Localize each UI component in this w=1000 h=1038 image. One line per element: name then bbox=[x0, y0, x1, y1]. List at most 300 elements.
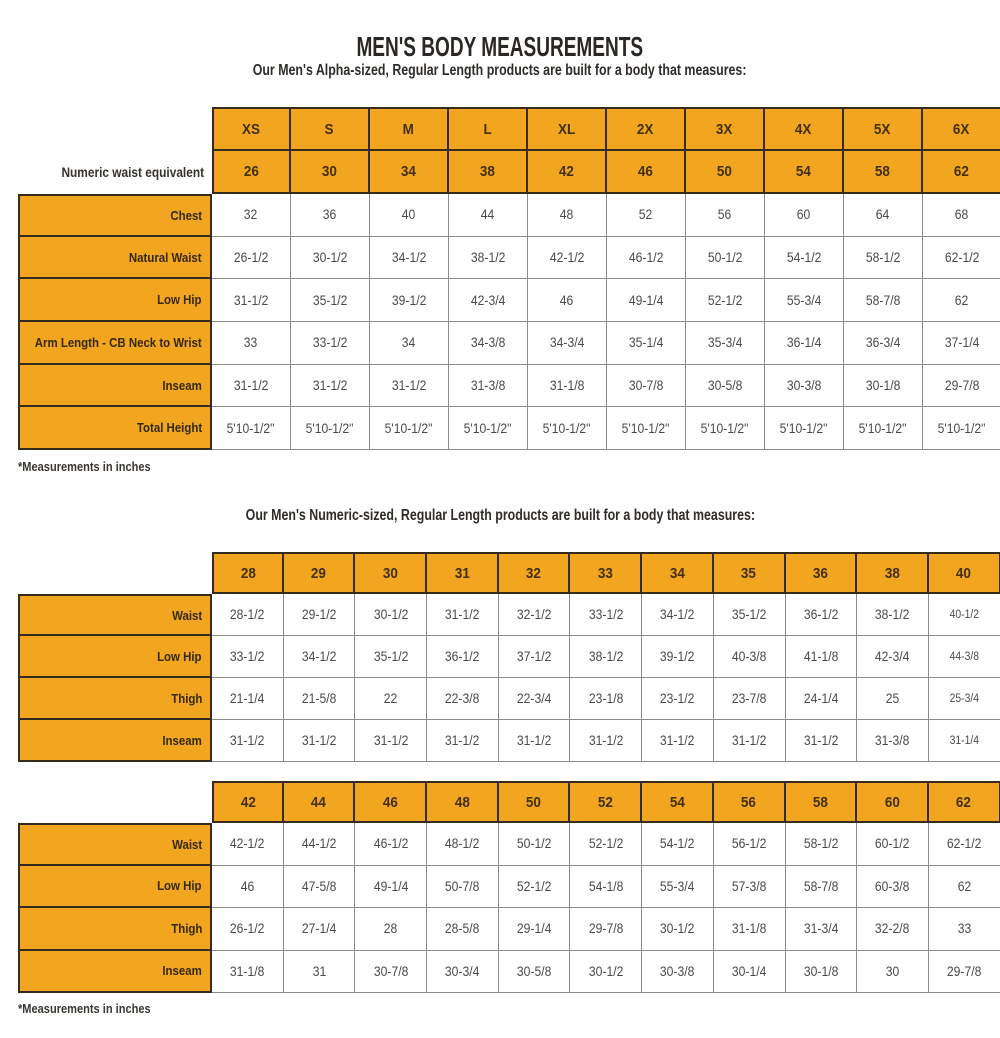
value-cell bbox=[355, 908, 427, 951]
value-cell bbox=[857, 720, 929, 762]
value-cell-text: 33-1/2 bbox=[312, 335, 348, 351]
size-header-cell bbox=[714, 552, 786, 594]
value-cell-text: 33 bbox=[957, 921, 971, 937]
size-header-cell-text: 34 bbox=[669, 564, 685, 582]
numeric-section-subtitle bbox=[0, 507, 1000, 525]
value-cell-text: 30-5/8 bbox=[516, 963, 552, 979]
row-label bbox=[18, 194, 212, 237]
value-cell-text: 5'10-1/2" bbox=[306, 420, 354, 436]
value-cell-text: 38-1/2 bbox=[588, 649, 624, 664]
corner-label bbox=[18, 151, 212, 194]
size-header-cell-text: 46 bbox=[382, 793, 398, 811]
value-cell bbox=[857, 823, 929, 866]
value-cell-text: 33-1/2 bbox=[230, 649, 265, 664]
value-cell bbox=[844, 194, 923, 237]
row-label bbox=[18, 951, 212, 994]
row-label bbox=[18, 866, 212, 909]
size-header-cell-text: 52 bbox=[597, 793, 613, 811]
value-cell bbox=[427, 594, 499, 636]
value-cell-text: 29-1/4 bbox=[516, 921, 552, 937]
numeric-size-table-1 bbox=[18, 552, 1000, 762]
size-header-cell-text: 5X bbox=[874, 120, 891, 138]
value-cell bbox=[499, 951, 571, 994]
size-header-cell bbox=[570, 781, 642, 823]
value-cell-text: 30-5/8 bbox=[707, 378, 743, 394]
value-cell-text: 60 bbox=[797, 207, 811, 223]
value-cell bbox=[291, 194, 370, 237]
value-cell bbox=[427, 908, 499, 951]
value-cell bbox=[923, 322, 1000, 365]
size-header-cell-text: XL bbox=[557, 120, 576, 138]
row-label bbox=[18, 407, 212, 450]
value-cell bbox=[284, 951, 356, 994]
size-header-cell-text: 4X bbox=[795, 120, 812, 138]
value-cell bbox=[427, 720, 499, 762]
value-cell-text: 31-1/2 bbox=[516, 733, 552, 748]
measurements-footnote-top-text: *Measurements in inches bbox=[18, 459, 151, 474]
value-cell-text: 30-7/8 bbox=[373, 963, 408, 979]
value-cell-text: 29-7/8 bbox=[944, 378, 980, 394]
value-cell bbox=[449, 237, 528, 280]
size-header-cell bbox=[528, 107, 607, 151]
value-cell bbox=[370, 194, 449, 237]
size-header-cell bbox=[427, 552, 499, 594]
value-cell-text: 46 bbox=[560, 292, 574, 308]
value-cell-text: 5'10-1/2" bbox=[701, 420, 749, 436]
value-cell-text: 24-1/4 bbox=[803, 691, 839, 706]
value-cell bbox=[642, 636, 714, 678]
size-header-cell bbox=[212, 552, 284, 594]
value-cell bbox=[786, 823, 858, 866]
value-cell bbox=[355, 823, 427, 866]
value-cell bbox=[686, 237, 765, 280]
page-title bbox=[0, 31, 1000, 63]
value-cell-text: 28-5/8 bbox=[445, 921, 480, 937]
value-cell bbox=[642, 823, 714, 866]
size-header-cell bbox=[355, 781, 427, 823]
value-cell bbox=[923, 365, 1000, 408]
value-cell bbox=[284, 678, 356, 720]
value-cell bbox=[765, 237, 844, 280]
value-cell bbox=[291, 407, 370, 450]
row-label bbox=[18, 823, 212, 866]
alpha-size-table bbox=[18, 107, 1000, 450]
value-cell bbox=[786, 594, 858, 636]
size-header-cell bbox=[284, 552, 356, 594]
size-header-cell-text: 50 bbox=[526, 793, 542, 811]
value-cell bbox=[449, 279, 528, 322]
value-cell-text: 37-1/4 bbox=[944, 335, 980, 351]
value-cell bbox=[212, 407, 291, 450]
value-cell-text: 30-1/4 bbox=[731, 963, 767, 979]
value-cell-text: 30-1/8 bbox=[803, 963, 839, 979]
value-cell bbox=[929, 951, 1000, 994]
value-cell-text: 60-1/2 bbox=[875, 836, 910, 852]
value-cell bbox=[642, 594, 714, 636]
value-cell bbox=[857, 866, 929, 909]
value-cell bbox=[929, 636, 1000, 678]
row-label bbox=[18, 279, 212, 322]
value-cell-text: 23-1/2 bbox=[660, 691, 695, 706]
value-cell-text: 5'10-1/2" bbox=[543, 420, 591, 436]
value-cell bbox=[844, 322, 923, 365]
value-cell-text: 44-3/8 bbox=[949, 650, 979, 663]
value-cell bbox=[642, 720, 714, 762]
value-cell bbox=[355, 720, 427, 762]
size-header-cell bbox=[642, 552, 714, 594]
waist-equivalent-cell-text: 42 bbox=[558, 163, 575, 180]
value-cell bbox=[427, 636, 499, 678]
value-cell-text: 44-1/2 bbox=[301, 836, 337, 852]
size-header-cell bbox=[642, 781, 714, 823]
value-cell-text: 42-1/2 bbox=[549, 250, 585, 266]
value-cell-text: 31-1/2 bbox=[803, 733, 839, 748]
value-cell bbox=[929, 594, 1000, 636]
page-title-text: MEN'S BODY MEASUREMENTS bbox=[356, 31, 644, 62]
value-cell bbox=[786, 866, 858, 909]
value-cell-text: 35-1/2 bbox=[373, 649, 408, 664]
value-cell-text: 5'10-1/2" bbox=[464, 420, 512, 436]
value-cell bbox=[786, 951, 858, 994]
value-cell bbox=[786, 678, 858, 720]
value-cell bbox=[714, 594, 786, 636]
size-header-cell-text: 40 bbox=[956, 564, 972, 582]
value-cell-text: 58-1/2 bbox=[865, 250, 901, 266]
value-cell bbox=[528, 322, 607, 365]
row-label-text: Inseam bbox=[162, 732, 202, 748]
row-label-text: Waist bbox=[171, 607, 202, 623]
value-cell-text: 30-1/2 bbox=[312, 250, 348, 266]
value-cell bbox=[355, 951, 427, 994]
value-cell bbox=[607, 322, 686, 365]
value-cell-text: 58-7/8 bbox=[803, 878, 839, 894]
value-cell bbox=[499, 720, 571, 762]
value-cell bbox=[355, 866, 427, 909]
value-cell bbox=[857, 908, 929, 951]
row-label bbox=[18, 908, 212, 951]
row-label-text: Thigh bbox=[170, 920, 202, 936]
value-cell-text: 49-1/4 bbox=[628, 292, 664, 308]
value-cell bbox=[499, 636, 571, 678]
value-cell-text: 33-1/2 bbox=[588, 607, 624, 622]
value-cell bbox=[929, 823, 1000, 866]
corner-empty bbox=[18, 781, 212, 823]
value-cell-text: 5'10-1/2" bbox=[622, 420, 670, 436]
waist-equivalent-cell-text: 46 bbox=[637, 163, 654, 180]
size-header-cell bbox=[570, 552, 642, 594]
value-cell-text: 25-3/4 bbox=[949, 692, 979, 705]
value-cell-text: 31-1/2 bbox=[445, 607, 480, 622]
value-cell-text: 22-3/4 bbox=[516, 691, 552, 706]
value-cell-text: 31-1/2 bbox=[391, 378, 427, 394]
value-cell bbox=[528, 279, 607, 322]
value-cell bbox=[427, 951, 499, 994]
value-cell bbox=[212, 951, 284, 994]
value-cell bbox=[499, 678, 571, 720]
size-header-cell-text: 56 bbox=[741, 793, 757, 811]
value-cell-text: 46-1/2 bbox=[373, 836, 408, 852]
value-cell bbox=[427, 678, 499, 720]
value-cell-text: 49-1/4 bbox=[373, 878, 408, 894]
value-cell-text: 33 bbox=[244, 335, 258, 351]
value-cell-text: 30-7/8 bbox=[628, 378, 664, 394]
value-cell bbox=[212, 678, 284, 720]
value-cell bbox=[642, 951, 714, 994]
value-cell-text: 30-3/8 bbox=[786, 378, 822, 394]
value-cell bbox=[923, 237, 1000, 280]
value-cell-text: 55-3/4 bbox=[660, 878, 695, 894]
value-cell bbox=[686, 279, 765, 322]
value-cell-text: 54-1/2 bbox=[660, 836, 695, 852]
value-cell-text: 32-1/2 bbox=[516, 607, 552, 622]
value-cell-text: 42-3/4 bbox=[470, 292, 506, 308]
waist-equivalent-cell-text: 38 bbox=[479, 163, 496, 180]
value-cell bbox=[449, 322, 528, 365]
size-header-cell bbox=[212, 781, 284, 823]
value-cell bbox=[857, 594, 929, 636]
waist-equivalent-cell bbox=[449, 151, 528, 194]
value-cell-text: 52-1/2 bbox=[516, 878, 552, 894]
value-cell bbox=[607, 279, 686, 322]
size-header-cell-text: 36 bbox=[812, 564, 828, 582]
value-cell-text: 41-1/8 bbox=[803, 649, 839, 664]
value-cell-text: 34 bbox=[402, 335, 416, 351]
value-cell-text: 32 bbox=[244, 207, 258, 223]
value-cell-text: 36-1/2 bbox=[803, 607, 839, 622]
value-cell bbox=[284, 908, 356, 951]
value-cell bbox=[355, 636, 427, 678]
value-cell bbox=[291, 365, 370, 408]
size-header-cell bbox=[212, 107, 291, 151]
value-cell bbox=[499, 866, 571, 909]
value-cell-text: 42-3/4 bbox=[875, 649, 910, 664]
size-header-cell bbox=[449, 107, 528, 151]
size-header-cell-text: 42 bbox=[240, 793, 256, 811]
value-cell bbox=[714, 678, 786, 720]
size-header-cell bbox=[607, 107, 686, 151]
value-cell bbox=[212, 594, 284, 636]
value-cell bbox=[844, 237, 923, 280]
value-cell bbox=[212, 866, 284, 909]
value-cell bbox=[714, 866, 786, 909]
waist-equivalent-cell-text: 58 bbox=[874, 163, 891, 180]
value-cell bbox=[844, 407, 923, 450]
row-label-text: Chest bbox=[170, 207, 202, 223]
value-cell bbox=[370, 237, 449, 280]
size-header-cell bbox=[291, 107, 370, 151]
value-cell-text: 56 bbox=[718, 207, 732, 223]
value-cell-text: 34-3/8 bbox=[470, 335, 506, 351]
size-header-cell bbox=[929, 552, 1000, 594]
value-cell-text: 5'10-1/2" bbox=[385, 420, 433, 436]
value-cell bbox=[355, 678, 427, 720]
value-cell bbox=[607, 237, 686, 280]
value-cell bbox=[714, 951, 786, 994]
value-cell bbox=[714, 636, 786, 678]
row-label-text: Inseam bbox=[162, 377, 202, 393]
waist-equivalent-cell-text: 50 bbox=[716, 163, 733, 180]
value-cell bbox=[284, 823, 356, 866]
value-cell-text: 23-7/8 bbox=[731, 691, 767, 706]
value-cell-text: 26-1/2 bbox=[230, 921, 265, 937]
waist-equivalent-cell bbox=[765, 151, 844, 194]
value-cell bbox=[528, 194, 607, 237]
size-header-cell bbox=[786, 781, 858, 823]
value-cell bbox=[212, 823, 284, 866]
value-cell bbox=[212, 636, 284, 678]
value-cell-text: 31-3/8 bbox=[470, 378, 506, 394]
value-cell-text: 30-3/4 bbox=[445, 963, 480, 979]
value-cell-text: 27-1/4 bbox=[301, 921, 337, 937]
value-cell bbox=[714, 908, 786, 951]
value-cell bbox=[212, 237, 291, 280]
corner-label-text: Numeric waist equivalent bbox=[61, 165, 204, 180]
value-cell-text: 31-1/2 bbox=[233, 292, 269, 308]
size-header-cell bbox=[929, 781, 1000, 823]
value-cell-text: 35-3/4 bbox=[707, 335, 743, 351]
value-cell-text: 31-1/2 bbox=[660, 733, 695, 748]
size-header-cell bbox=[857, 781, 929, 823]
size-header-cell-text: 32 bbox=[526, 564, 542, 582]
value-cell bbox=[212, 908, 284, 951]
value-cell bbox=[570, 636, 642, 678]
size-header-cell bbox=[765, 107, 844, 151]
size-header-cell bbox=[686, 107, 765, 151]
value-cell-text: 35-1/4 bbox=[628, 335, 664, 351]
value-cell bbox=[786, 908, 858, 951]
value-cell-text: 30-1/2 bbox=[588, 963, 624, 979]
value-cell-text: 48 bbox=[560, 207, 574, 223]
value-cell-text: 55-3/4 bbox=[786, 292, 822, 308]
value-cell bbox=[642, 678, 714, 720]
value-cell bbox=[765, 365, 844, 408]
value-cell-text: 31-1/2 bbox=[301, 733, 337, 748]
value-cell-text: 36-1/2 bbox=[445, 649, 480, 664]
value-cell-text: 30 bbox=[885, 963, 900, 979]
value-cell-text: 31-1/2 bbox=[373, 733, 408, 748]
value-cell bbox=[786, 636, 858, 678]
value-cell-text: 34-1/2 bbox=[301, 649, 337, 664]
value-cell bbox=[929, 908, 1000, 951]
size-header-cell bbox=[923, 107, 1000, 151]
row-label bbox=[18, 720, 212, 762]
value-cell bbox=[528, 407, 607, 450]
value-cell-text: 29-7/8 bbox=[946, 963, 982, 979]
value-cell-text: 23-1/8 bbox=[588, 691, 624, 706]
value-cell-text: 22-3/8 bbox=[445, 691, 480, 706]
value-cell bbox=[291, 322, 370, 365]
waist-equivalent-cell-text: 62 bbox=[953, 163, 970, 180]
waist-equivalent-cell bbox=[923, 151, 1000, 194]
row-label bbox=[18, 237, 212, 280]
value-cell bbox=[686, 407, 765, 450]
value-cell bbox=[607, 365, 686, 408]
value-cell bbox=[607, 194, 686, 237]
value-cell bbox=[291, 237, 370, 280]
measurements-footnote-bottom-text: *Measurements in inches bbox=[18, 1001, 151, 1016]
value-cell-text: 36 bbox=[323, 207, 337, 223]
value-cell-text: 58-1/2 bbox=[803, 836, 839, 852]
value-cell-text: 5'10-1/2" bbox=[859, 420, 907, 436]
size-header-cell-text: M bbox=[402, 120, 415, 138]
value-cell-text: 46 bbox=[240, 878, 255, 894]
value-cell-text: 60-3/8 bbox=[875, 878, 910, 894]
size-header-cell bbox=[370, 107, 449, 151]
value-cell-text: 34-3/4 bbox=[549, 335, 585, 351]
size-header-cell-text: 58 bbox=[812, 793, 828, 811]
row-label bbox=[18, 678, 212, 720]
row-label bbox=[18, 594, 212, 636]
size-header-cell-text: XS bbox=[242, 120, 261, 138]
size-header-cell bbox=[844, 107, 923, 151]
size-header-cell-text: 30 bbox=[382, 564, 398, 582]
value-cell bbox=[844, 365, 923, 408]
row-label-text: Arm Length - CB Neck to Wrist bbox=[35, 334, 202, 350]
value-cell bbox=[765, 279, 844, 322]
value-cell-text: 39-1/2 bbox=[660, 649, 695, 664]
size-header-cell-text: 48 bbox=[454, 793, 470, 811]
value-cell bbox=[765, 322, 844, 365]
value-cell-text: 36-3/4 bbox=[865, 335, 901, 351]
size-header-cell bbox=[355, 552, 427, 594]
size-header-cell bbox=[786, 552, 858, 594]
row-label-text: Total Height bbox=[136, 420, 202, 436]
value-cell bbox=[499, 594, 571, 636]
value-cell-text: 34-1/2 bbox=[391, 250, 427, 266]
value-cell bbox=[570, 594, 642, 636]
value-cell bbox=[570, 866, 642, 909]
value-cell-text: 5'10-1/2" bbox=[938, 420, 986, 436]
value-cell bbox=[212, 322, 291, 365]
value-cell-text: 31-1/8 bbox=[549, 378, 585, 394]
value-cell bbox=[714, 720, 786, 762]
size-header-cell bbox=[427, 781, 499, 823]
value-cell-text: 64 bbox=[876, 207, 890, 223]
value-cell bbox=[607, 407, 686, 450]
value-cell-text: 52-1/2 bbox=[707, 292, 743, 308]
size-header-cell-text: 28 bbox=[240, 564, 256, 582]
value-cell bbox=[499, 823, 571, 866]
value-cell bbox=[284, 594, 356, 636]
value-cell-text: 47-5/8 bbox=[301, 878, 337, 894]
value-cell-text: 30-1/8 bbox=[865, 378, 901, 394]
value-cell-text: 31-3/4 bbox=[803, 921, 839, 937]
value-cell-text: 5'10-1/2" bbox=[227, 420, 275, 436]
value-cell bbox=[929, 720, 1000, 762]
value-cell bbox=[570, 908, 642, 951]
value-cell bbox=[686, 194, 765, 237]
value-cell bbox=[923, 407, 1000, 450]
value-cell bbox=[765, 407, 844, 450]
value-cell-text: 54-1/8 bbox=[588, 878, 624, 894]
value-cell bbox=[370, 322, 449, 365]
value-cell bbox=[686, 365, 765, 408]
waist-equivalent-cell-text: 54 bbox=[795, 163, 812, 180]
size-header-cell-text: 29 bbox=[311, 564, 327, 582]
waist-equivalent-cell bbox=[528, 151, 607, 194]
value-cell-text: 31-1/8 bbox=[731, 921, 767, 937]
value-cell bbox=[686, 322, 765, 365]
size-header-cell bbox=[499, 552, 571, 594]
value-cell-text: 29-7/8 bbox=[588, 921, 624, 937]
row-label-text: Waist bbox=[171, 836, 202, 852]
size-header-cell-text: 3X bbox=[716, 120, 733, 138]
row-label bbox=[18, 365, 212, 408]
value-cell-text: 40 bbox=[402, 207, 416, 223]
value-cell-text: 31-1/2 bbox=[445, 733, 480, 748]
row-label-text: Inseam bbox=[162, 963, 202, 979]
value-cell bbox=[528, 365, 607, 408]
